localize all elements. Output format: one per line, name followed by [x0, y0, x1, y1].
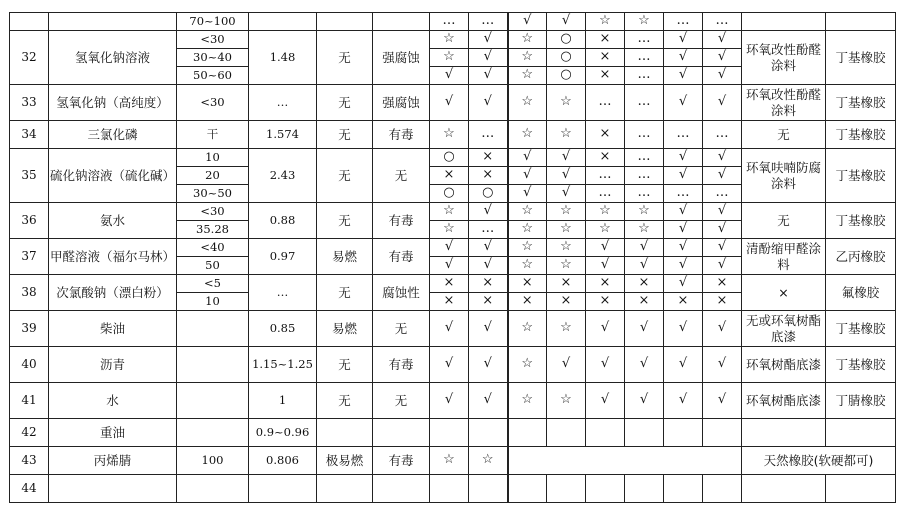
coating-cell: 清酚缩甲醛涂料	[742, 239, 826, 275]
resistance-symbol-cell: ○	[547, 49, 586, 67]
rubber-cell	[826, 475, 896, 503]
resistance-symbol-cell: √	[625, 347, 664, 383]
resistance-symbol-cell: √	[664, 49, 703, 67]
table-row	[10, 121, 896, 149]
concentration-cell: 10	[177, 293, 249, 311]
resistance-symbol-cell: √	[586, 347, 625, 383]
density-cell: …	[249, 275, 317, 311]
resistance-symbol-cell: √	[664, 347, 703, 383]
resistance-symbol-cell	[430, 419, 469, 447]
row-number-cell: 38	[10, 275, 49, 311]
resistance-symbol-cell: √	[703, 85, 742, 121]
resistance-symbol-cell: ☆	[547, 311, 586, 347]
concentration-cell: 干	[177, 121, 249, 149]
hazard-cell: 有毒	[373, 347, 430, 383]
resistance-symbol-cell: √	[703, 167, 742, 185]
resistance-symbol-cell: ☆	[430, 49, 469, 67]
flammability-cell	[317, 13, 373, 31]
coating-cell: 环氧改性酚醛涂料	[742, 31, 826, 85]
flammability-cell: 无	[317, 275, 373, 311]
resistance-symbol-cell: ×	[625, 293, 664, 311]
resistance-symbol-cell: …	[625, 67, 664, 85]
coating-cell: ×	[742, 275, 826, 311]
resistance-symbol-cell: ○	[547, 31, 586, 49]
resistance-symbol-cell: ☆	[586, 221, 625, 239]
table-row	[10, 239, 896, 257]
density-cell: 1.15~1.25	[249, 347, 317, 383]
concentration-cell	[177, 383, 249, 419]
hazard-cell: 强腐蚀	[373, 85, 430, 121]
rubber-cell: 丁基橡胶	[826, 347, 896, 383]
resistance-symbol-cell: …	[586, 185, 625, 203]
concentration-cell: 50	[177, 257, 249, 275]
resistance-symbol-cell: ☆	[586, 13, 625, 31]
resistance-symbol-cell: √	[430, 239, 469, 257]
resistance-symbol-cell: ×	[586, 275, 625, 293]
resistance-symbol-cell: …	[625, 185, 664, 203]
row-number-cell: 41	[10, 383, 49, 419]
resistance-symbol-cell	[625, 475, 664, 503]
resistance-symbol-cell: √	[625, 311, 664, 347]
resistance-symbol-cell: ☆	[508, 49, 547, 67]
hazard-cell	[373, 419, 430, 447]
resistance-symbol-cell: ☆	[430, 447, 469, 475]
hazard-cell	[373, 13, 430, 31]
resistance-symbol-cell: √	[547, 185, 586, 203]
resistance-symbol-cell: √	[469, 85, 508, 121]
resistance-symbol-cell: ×	[469, 275, 508, 293]
coating-cell	[742, 419, 826, 447]
resistance-symbol-cell: …	[625, 85, 664, 121]
resistance-symbol-cell: √	[703, 347, 742, 383]
resistance-symbol-cell: √	[664, 203, 703, 221]
resistance-symbol-cell: √	[547, 167, 586, 185]
resistance-symbol-cell	[508, 447, 742, 475]
chemical-name-cell: 水	[49, 383, 177, 419]
chemical-name-cell: 柴油	[49, 311, 177, 347]
resistance-symbol-cell: √	[664, 149, 703, 167]
resistance-symbol-cell: ☆	[547, 203, 586, 221]
resistance-symbol-cell: ×	[586, 49, 625, 67]
resistance-symbol-cell: …	[625, 49, 664, 67]
resistance-symbol-cell: √	[586, 383, 625, 419]
coating-cell: 无	[742, 203, 826, 239]
table-row	[10, 149, 896, 167]
flammability-cell: 易燃	[317, 311, 373, 347]
coating-cell: 无或环氧树酯底漆	[742, 311, 826, 347]
table-row	[10, 447, 896, 475]
resistance-symbol-cell: √	[664, 257, 703, 275]
hazard-cell: 腐蚀性	[373, 275, 430, 311]
chemical-name-cell: 丙烯腈	[49, 447, 177, 475]
resistance-symbol-cell: ×	[586, 67, 625, 85]
resistance-symbol-cell: ☆	[547, 221, 586, 239]
row-number-cell: 34	[10, 121, 49, 149]
resistance-symbol-cell	[508, 419, 547, 447]
resistance-symbol-cell: √	[547, 13, 586, 31]
table-row	[10, 311, 896, 347]
concentration-cell: 70~100	[177, 13, 249, 31]
resistance-symbol-cell: √	[469, 311, 508, 347]
coating-cell	[742, 13, 826, 31]
resistance-symbol-cell: √	[703, 239, 742, 257]
resistance-symbol-cell: √	[547, 347, 586, 383]
hazard-cell: 有毒	[373, 121, 430, 149]
resistance-symbol-cell: …	[625, 167, 664, 185]
flammability-cell: 无	[317, 85, 373, 121]
resistance-symbol-cell	[508, 475, 547, 503]
resistance-symbol-cell	[469, 419, 508, 447]
resistance-symbol-cell: √	[664, 221, 703, 239]
table-row	[10, 13, 896, 31]
density-cell: 0.85	[249, 311, 317, 347]
row-number-cell: 40	[10, 347, 49, 383]
resistance-symbol-cell: ☆	[625, 221, 664, 239]
hazard-cell: 有毒	[373, 447, 430, 475]
chemical-name-cell: 沥青	[49, 347, 177, 383]
resistance-symbol-cell: √	[508, 13, 547, 31]
row-number-cell: 37	[10, 239, 49, 275]
concentration-cell: 35.28	[177, 221, 249, 239]
density-cell: 1.48	[249, 31, 317, 85]
density-cell: 0.9~0.96	[249, 419, 317, 447]
table-row	[10, 419, 896, 447]
resistance-symbol-cell: ×	[703, 275, 742, 293]
resistance-symbol-cell: √	[664, 85, 703, 121]
concentration-cell: 50~60	[177, 67, 249, 85]
resistance-symbol-cell: ×	[430, 275, 469, 293]
chemical-name-cell: 氢氧化钠溶液	[49, 31, 177, 85]
resistance-symbol-cell: …	[430, 13, 469, 31]
row-number-cell: 32	[10, 31, 49, 85]
table-row	[10, 347, 896, 383]
resistance-symbol-cell: √	[664, 275, 703, 293]
resistance-symbol-cell: √	[430, 311, 469, 347]
resistance-symbol-cell: …	[625, 149, 664, 167]
resistance-symbol-cell: ☆	[430, 121, 469, 149]
row-number-cell: 44	[10, 475, 49, 503]
resistance-symbol-cell: ☆	[508, 221, 547, 239]
resistance-symbol-cell: ×	[586, 293, 625, 311]
resistance-symbol-cell: √	[664, 311, 703, 347]
flammability-cell: 无	[317, 203, 373, 239]
chemical-resistance-table	[9, 12, 896, 503]
resistance-symbol-cell: ☆	[508, 383, 547, 419]
table-row	[10, 383, 896, 419]
table-container	[9, 12, 896, 503]
rubber-cell: 氟橡胶	[826, 275, 896, 311]
resistance-symbol-cell: √	[625, 257, 664, 275]
resistance-symbol-cell	[586, 419, 625, 447]
resistance-symbol-cell: ○	[469, 185, 508, 203]
resistance-symbol-cell: √	[469, 203, 508, 221]
resistance-symbol-cell: ×	[547, 293, 586, 311]
resistance-symbol-cell: √	[664, 167, 703, 185]
concentration-cell	[177, 347, 249, 383]
rubber-cell: 丁腈橡胶	[826, 383, 896, 419]
resistance-symbol-cell	[547, 419, 586, 447]
resistance-symbol-cell: ×	[664, 293, 703, 311]
resistance-symbol-cell: ☆	[547, 383, 586, 419]
resistance-symbol-cell: ☆	[430, 31, 469, 49]
hazard-cell: 无	[373, 149, 430, 203]
chemical-name-cell: 重油	[49, 419, 177, 447]
chemical-name-cell	[49, 13, 177, 31]
resistance-symbol-cell: ×	[508, 293, 547, 311]
resistance-symbol-cell: √	[664, 239, 703, 257]
row-number-cell: 42	[10, 419, 49, 447]
flammability-cell: 易燃	[317, 239, 373, 275]
table-row	[10, 203, 896, 221]
resistance-symbol-cell: …	[664, 121, 703, 149]
rubber-cell: 乙丙橡胶	[826, 239, 896, 275]
resistance-symbol-cell: √	[469, 257, 508, 275]
concentration-cell: <5	[177, 275, 249, 293]
resistance-symbol-cell: √	[469, 67, 508, 85]
resistance-symbol-cell: ×	[469, 293, 508, 311]
resistance-symbol-cell: ☆	[508, 67, 547, 85]
resistance-symbol-cell	[625, 419, 664, 447]
hazard-cell: 无	[373, 311, 430, 347]
concentration-cell: <30	[177, 85, 249, 121]
row-number-cell: 43	[10, 447, 49, 475]
chemical-name-cell: 氨水	[49, 203, 177, 239]
resistance-symbol-cell: √	[703, 383, 742, 419]
resistance-symbol-cell: ☆	[508, 31, 547, 49]
resistance-symbol-cell	[430, 475, 469, 503]
resistance-symbol-cell: √	[430, 257, 469, 275]
resistance-symbol-cell: √	[703, 149, 742, 167]
row-number-cell: 35	[10, 149, 49, 203]
resistance-symbol-cell: √	[703, 257, 742, 275]
resistance-symbol-cell: √	[625, 239, 664, 257]
resistance-symbol-cell: ×	[586, 149, 625, 167]
table-row	[10, 475, 896, 503]
resistance-symbol-cell: ☆	[547, 257, 586, 275]
density-cell: 2.43	[249, 149, 317, 203]
flammability-cell: 无	[317, 31, 373, 85]
flammability-cell: 无	[317, 149, 373, 203]
rubber-cell: 丁基橡胶	[826, 311, 896, 347]
flammability-cell	[317, 419, 373, 447]
resistance-symbol-cell: √	[469, 239, 508, 257]
resistance-symbol-cell: ☆	[430, 203, 469, 221]
concentration-cell: <40	[177, 239, 249, 257]
coating-cell: 环氧改性酚醛涂料	[742, 85, 826, 121]
resistance-symbol-cell: ☆	[469, 447, 508, 475]
concentration-cell	[177, 419, 249, 447]
resistance-symbol-cell: ☆	[508, 121, 547, 149]
resistance-symbol-cell: √	[469, 383, 508, 419]
row-number-cell	[10, 13, 49, 31]
resistance-symbol-cell: √	[703, 311, 742, 347]
rubber-cell: 丁基橡胶	[826, 203, 896, 239]
density-cell: 0.806	[249, 447, 317, 475]
concentration-cell: 10	[177, 149, 249, 167]
resistance-symbol-cell: …	[664, 13, 703, 31]
chemical-name-cell: 硫化钠溶液（硫化碱）	[49, 149, 177, 203]
resistance-symbol-cell: ☆	[508, 85, 547, 121]
row-number-cell: 39	[10, 311, 49, 347]
row-number-cell: 33	[10, 85, 49, 121]
resistance-symbol-cell: √	[703, 221, 742, 239]
resistance-symbol-cell: ☆	[508, 347, 547, 383]
concentration-cell: 30~40	[177, 49, 249, 67]
resistance-symbol-cell	[586, 475, 625, 503]
resistance-symbol-cell: ○	[430, 149, 469, 167]
resistance-symbol-cell: ×	[625, 275, 664, 293]
resistance-symbol-cell: ×	[508, 275, 547, 293]
resistance-symbol-cell	[664, 475, 703, 503]
rubber-cell	[826, 13, 896, 31]
resistance-symbol-cell: ☆	[508, 203, 547, 221]
coating-cell: 环氧树酯底漆	[742, 383, 826, 419]
density-cell: 0.88	[249, 203, 317, 239]
concentration-cell: <30	[177, 31, 249, 49]
merged-recommendation-cell: 天然橡胶(软硬都可)	[742, 447, 896, 475]
resistance-symbol-cell: ☆	[547, 85, 586, 121]
resistance-symbol-cell: ○	[430, 185, 469, 203]
concentration-cell: 100	[177, 447, 249, 475]
resistance-symbol-cell: √	[703, 31, 742, 49]
coating-cell: 环氧树酯底漆	[742, 347, 826, 383]
resistance-symbol-cell: √	[664, 383, 703, 419]
resistance-symbol-cell: ×	[430, 293, 469, 311]
table-row	[10, 275, 896, 293]
resistance-symbol-cell: √	[508, 185, 547, 203]
resistance-symbol-cell: …	[469, 121, 508, 149]
resistance-symbol-cell: ☆	[430, 221, 469, 239]
rubber-cell: 丁基橡胶	[826, 31, 896, 85]
resistance-symbol-cell: ☆	[547, 121, 586, 149]
density-cell: 1	[249, 383, 317, 419]
resistance-symbol-cell: √	[664, 67, 703, 85]
chemical-name-cell	[49, 475, 177, 503]
resistance-symbol-cell: √	[664, 31, 703, 49]
row-number-cell: 36	[10, 203, 49, 239]
resistance-symbol-cell	[703, 475, 742, 503]
resistance-symbol-cell: …	[625, 121, 664, 149]
chemical-name-cell: 次氯酸钠（漂白粉）	[49, 275, 177, 311]
flammability-cell	[317, 475, 373, 503]
resistance-symbol-cell: ×	[469, 167, 508, 185]
flammability-cell: 无	[317, 347, 373, 383]
resistance-symbol-cell	[703, 419, 742, 447]
resistance-symbol-cell: √	[547, 149, 586, 167]
resistance-symbol-cell: …	[703, 185, 742, 203]
concentration-cell: 30~50	[177, 185, 249, 203]
resistance-symbol-cell: …	[625, 31, 664, 49]
hazard-cell: 有毒	[373, 203, 430, 239]
rubber-cell: 丁基橡胶	[826, 149, 896, 203]
flammability-cell: 极易燃	[317, 447, 373, 475]
concentration-cell	[177, 311, 249, 347]
coating-cell: 环氧呋喃防腐涂料	[742, 149, 826, 203]
resistance-symbol-cell: …	[586, 85, 625, 121]
density-cell: 1.574	[249, 121, 317, 149]
hazard-cell: 强腐蚀	[373, 31, 430, 85]
chemical-name-cell: 三氯化磷	[49, 121, 177, 149]
concentration-cell: <30	[177, 203, 249, 221]
resistance-symbol-cell: ×	[586, 31, 625, 49]
resistance-symbol-cell: …	[703, 13, 742, 31]
coating-cell	[742, 475, 826, 503]
resistance-symbol-cell: √	[430, 383, 469, 419]
table-row	[10, 85, 896, 121]
resistance-symbol-cell: √	[430, 67, 469, 85]
resistance-symbol-cell: ×	[547, 275, 586, 293]
rubber-cell	[826, 419, 896, 447]
hazard-cell: 无	[373, 383, 430, 419]
resistance-symbol-cell: √	[703, 67, 742, 85]
hazard-cell	[373, 475, 430, 503]
density-cell: 0.97	[249, 239, 317, 275]
resistance-symbol-cell: ×	[586, 121, 625, 149]
resistance-symbol-cell: ☆	[508, 239, 547, 257]
concentration-cell: 20	[177, 167, 249, 185]
flammability-cell: 无	[317, 121, 373, 149]
resistance-symbol-cell	[469, 475, 508, 503]
resistance-symbol-cell: ○	[547, 67, 586, 85]
resistance-symbol-cell: …	[664, 185, 703, 203]
resistance-symbol-cell: √	[508, 149, 547, 167]
chemical-name-cell: 甲醛溶液（福尔马林）	[49, 239, 177, 275]
density-cell	[249, 13, 317, 31]
resistance-symbol-cell	[664, 419, 703, 447]
resistance-symbol-cell: √	[469, 49, 508, 67]
resistance-symbol-cell: …	[703, 121, 742, 149]
resistance-symbol-cell: ☆	[508, 311, 547, 347]
density-cell: …	[249, 85, 317, 121]
resistance-symbol-cell: √	[586, 311, 625, 347]
resistance-symbol-cell: ☆	[625, 203, 664, 221]
resistance-symbol-cell: √	[586, 239, 625, 257]
resistance-symbol-cell: ☆	[508, 257, 547, 275]
resistance-symbol-cell: ☆	[586, 203, 625, 221]
resistance-symbol-cell: √	[508, 167, 547, 185]
rubber-cell: 丁基橡胶	[826, 85, 896, 121]
coating-cell: 无	[742, 121, 826, 149]
resistance-symbol-cell: √	[703, 49, 742, 67]
resistance-symbol-cell: ×	[703, 293, 742, 311]
resistance-symbol-cell: ×	[469, 149, 508, 167]
rubber-cell: 丁基橡胶	[826, 121, 896, 149]
resistance-symbol-cell: ×	[430, 167, 469, 185]
resistance-symbol-cell: …	[469, 13, 508, 31]
resistance-symbol-cell: √	[469, 347, 508, 383]
resistance-symbol-cell: √	[586, 257, 625, 275]
resistance-symbol-cell: …	[469, 221, 508, 239]
resistance-symbol-cell	[547, 475, 586, 503]
table-row	[10, 31, 896, 49]
chemical-name-cell: 氢氧化钠（高纯度）	[49, 85, 177, 121]
resistance-symbol-cell: √	[469, 31, 508, 49]
resistance-symbol-cell: √	[625, 383, 664, 419]
resistance-symbol-cell: …	[586, 167, 625, 185]
density-cell	[249, 475, 317, 503]
resistance-symbol-cell: √	[430, 85, 469, 121]
concentration-cell	[177, 475, 249, 503]
resistance-symbol-cell: ☆	[547, 239, 586, 257]
resistance-symbol-cell: √	[430, 347, 469, 383]
hazard-cell: 有毒	[373, 239, 430, 275]
flammability-cell: 无	[317, 383, 373, 419]
resistance-symbol-cell: √	[703, 203, 742, 221]
resistance-symbol-cell: ☆	[625, 13, 664, 31]
